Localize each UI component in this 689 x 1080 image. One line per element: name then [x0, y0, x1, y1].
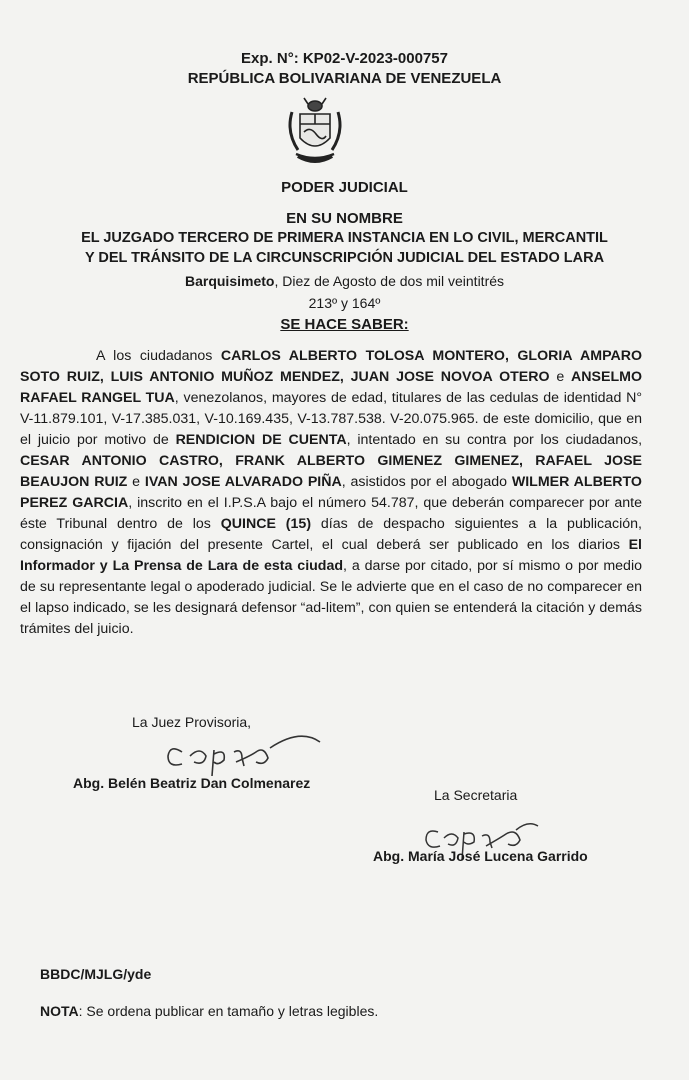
- body-text: A los ciudadanos: [96, 348, 221, 364]
- nota-text: : Se ordena publicar en tamaño y letras legibles.: [78, 1003, 379, 1019]
- body-text: , asistidos por el abogado: [341, 474, 512, 490]
- judge-name: Abg. Belén Beatriz Dan Colmenarez: [73, 775, 311, 791]
- se-hace-saber: SE HACE SABER:: [280, 316, 409, 333]
- court-line-2: Y DEL TRÁNSITO DE LA CIRCUNSCRIPCIÓN JUDICIAL DEL ESTADO LARA: [84, 250, 605, 266]
- body-bold: El Informador y La Prensa de Lara de esta ciudad: [20, 537, 642, 574]
- body-text: días de despacho siguientes a la publicación, consignación y fijación del presente Cartel, el cual deberá ser publicado en los diarios: [20, 516, 642, 553]
- judge-signature: [160, 722, 325, 777]
- secretary-name: Abg. María José Lucena Garrido: [373, 848, 588, 864]
- reference-initials: BBDC/MJLG/yde: [40, 966, 152, 982]
- body-bold: RENDICION DE CUENTA: [175, 432, 347, 448]
- body-text: , venezolanos, mayores de edad, titulares de las cedulas de identidad N° V-11.879.101, V-17.385.031, V-10.169.435, V-13.787.538. V-20.075.965. de este domicilio, que en el juicio por motivo de: [20, 390, 642, 448]
- republic-title: REPÚBLICA BOLIVARIANA DE VENEZUELA: [187, 70, 502, 87]
- notice-body: [20, 346, 642, 640]
- judge-label: La Juez Provisoria,: [132, 714, 252, 730]
- body-text: , inscrito en el I.P.S.A bajo el número 54.787, que deberán comparecer por ante éste Tribunal dentro de los: [20, 495, 643, 532]
- secretary-label: La Secretaria: [434, 787, 518, 803]
- body-bold: WILMER ALBERTO PEREZ GARCIA: [20, 474, 642, 511]
- expediente-number: Exp. N°: KP02-V-2023-000757: [241, 50, 448, 67]
- body-bold: ANSELMO RAFAEL RANGEL TUA: [20, 369, 642, 406]
- coat-of-arms-icon: [280, 96, 350, 168]
- body-text: , a darse por citado, por sí mismo o por medio de su representante legal o apoderado judicial. Se le advierte que en el caso de no comparecer en el lapso indicado, se les designará defensor “ad-litem”, con quien se entenderá la citación y demás trámites del juicio.: [20, 558, 642, 637]
- body-text: , intentado en su contra por los ciudadanos,: [346, 432, 643, 448]
- date-text: , Diez de Agosto de dos mil veintitrés: [274, 273, 505, 289]
- body-text: e: [127, 474, 145, 490]
- en-su-nombre: EN SU NOMBRE: [286, 210, 403, 227]
- city: Barquisimeto: [184, 273, 275, 289]
- body-bold: CARLOS ALBERTO TOLOSA MONTERO, GLORIA AMPARO SOTO RUIZ, LUIS ANTONIO MUÑOZ MENDEZ, JUAN JOSE NOVOA OTERO: [20, 348, 643, 385]
- court-line-1: EL JUZGADO TERCERO DE PRIMERA INSTANCIA EN LO CIVIL, MERCANTIL: [81, 230, 608, 246]
- nota-label: NOTA: [40, 1003, 79, 1019]
- poder-judicial: PODER JUDICIAL: [281, 179, 408, 196]
- body-bold: CESAR ANTONIO CASTRO, FRANK ALBERTO GIMENEZ GIMENEZ, RAFAEL JOSE BEAUJON RUIZ: [20, 453, 642, 490]
- place-date: [0, 273, 689, 289]
- body-bold: IVAN JOSE ALVARADO PIÑA: [144, 474, 342, 490]
- body-text: e: [549, 369, 572, 385]
- body-bold: QUINCE (15): [220, 516, 312, 532]
- nota: [40, 1003, 378, 1019]
- years: 213º y 164º: [308, 295, 381, 311]
